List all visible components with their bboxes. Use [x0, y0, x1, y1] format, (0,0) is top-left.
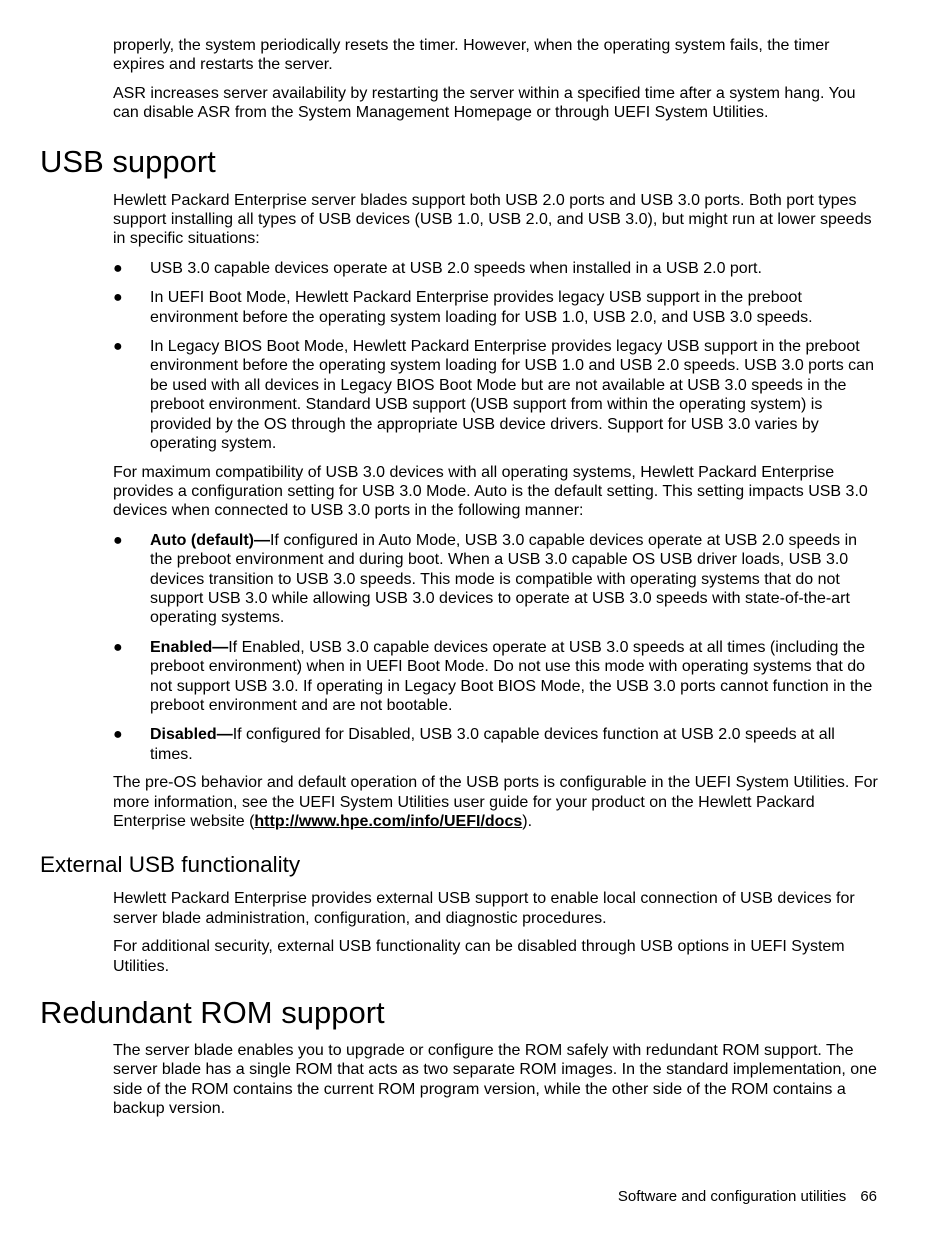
bullet-icon: ● [113, 726, 123, 744]
usb-paragraph-3: The pre-OS behavior and default operation of the USB ports is configurable in the UEFI System Utilities. For more information, see the UEFI System Utilities user guide for your product on the Hewlett Packard Enterprise website (http://www.hpe.com/info/UEFI/docs). [113, 774, 878, 830]
page-footer [0, 1188, 877, 1205]
bullet-icon: ● [113, 338, 123, 356]
intro-section [113, 36, 878, 123]
usb-support-section [113, 191, 878, 832]
external-usb-section [113, 889, 878, 976]
redundant-rom-heading: Redundant ROM support [40, 995, 385, 1031]
list-item: ● Disabled—If configured for Disabled, USB 3.0 capable devices function at USB 2.0 speeds at all times. [113, 726, 835, 763]
footer-section-title: Software and configuration utilities [617, 1188, 847, 1205]
intro-paragraph-2: ASR increases server availability by restarting the server within a specified time after a system hang. You can disable ASR from the System Management Homepage or through UEFI System Utilities. [113, 84, 856, 122]
intro-paragraph-1: properly, the system periodically resets the timer. However, when the operating system fails, the timer expires and restarts the server. [113, 37, 830, 74]
external-usb-heading: External USB functionality [40, 852, 301, 878]
list-item: ● Enabled—If Enabled, USB 3.0 capable devices operate at USB 3.0 speeds at all times (including the preboot environment) when in UEFI Boot Mode. Do not use this mode with operating systems that do not support USB 3.0. If operating in Legacy Boot BIOS Mode, the USB 3.0 ports cannot function in the preboot environment and are not bootable. [113, 638, 873, 714]
uefi-docs-link[interactable]: http://www.hpe.com/info/UEFI/docs [254, 813, 523, 830]
mode-term: Disabled— [150, 726, 233, 744]
mode-term: Enabled— [150, 638, 229, 656]
external-paragraph-2: For additional security, external USB functionality can be disabled through USB options in UEFI System Utilities. [113, 938, 845, 975]
usb-mode-list [113, 531, 878, 764]
mode-term: Auto (default)— [150, 531, 270, 549]
redundant-rom-section [113, 1041, 878, 1119]
list-item: ● In UEFI Boot Mode, Hewlett Packard Enterprise provides legacy USB support in the preboot environment before the operating system loading for USB 1.0, USB 2.0, and USB 3.0 speeds. [113, 289, 813, 326]
usb-bullet-list [113, 259, 878, 454]
bullet-icon: ● [113, 638, 123, 656]
bullet-icon: ● [113, 259, 123, 277]
list-item: ● Auto (default)—If configured in Auto Mode, USB 3.0 capable devices operate at USB 2.0 speeds in the preboot environment and during boot. When a USB 3.0 capable OS USB driver loads, USB 3.0 devices transition to USB 3.0 speeds. This mode is compatible with operating systems that do not support USB 3.0 while allowing USB 3.0 devices to operate at USB 3.0 speeds with state-of-the-art operating systems. [113, 531, 858, 627]
list-item: ● In Legacy BIOS Boot Mode, Hewlett Packard Enterprise provides legacy USB support in the preboot environment before the operating system loading for USB 1.0 and USB 2.0 speeds. USB 3.0 ports can be used with all devices in Legacy BIOS Boot Mode but are not available at USB 3.0 speeds in the preboot environment. Standard USB support (USB support from within the operating system) is provided by the OS through the appropriate USB device drivers. Support for USB 3.0 varies by operating system. [113, 338, 874, 453]
usb-paragraph-1: Hewlett Packard Enterprise server blades support both USB 2.0 ports and USB 3.0 ports. Both port types support installing all types of USB devices (USB 1.0, USB 2.0, and USB 3.0), but might run at lower speeds in specific situations: [113, 191, 872, 248]
bullet-icon: ● [113, 289, 123, 307]
usb-support-heading: USB support [40, 143, 216, 179]
usb-paragraph-2: For maximum compatibility of USB 3.0 devices with all operating systems, Hewlett Packard Enterprise provides a configuration setting for USB 3.0 Mode. Auto is the default setting. This setting impacts USB 3.0 devices when connected to USB 3.0 ports in the following manner: [113, 463, 868, 520]
page-number: 66 [860, 1188, 877, 1205]
list-item: ● USB 3.0 capable devices operate at USB 2.0 speeds when installed in a USB 2.0 port. [113, 259, 762, 277]
external-paragraph-1: Hewlett Packard Enterprise provides external USB support to enable local connection of USB devices for server blade administration, configuration, and diagnostic procedures. [113, 890, 855, 927]
bullet-icon: ● [113, 531, 123, 549]
rom-paragraph-1: The server blade enables you to upgrade or configure the ROM safely with redundant ROM support. The server blade has a single ROM that acts as two separate ROM images. In the standard implementation, one side of the ROM contains the current ROM program version, while the other side of the ROM contains a backup version. [113, 1042, 877, 1118]
